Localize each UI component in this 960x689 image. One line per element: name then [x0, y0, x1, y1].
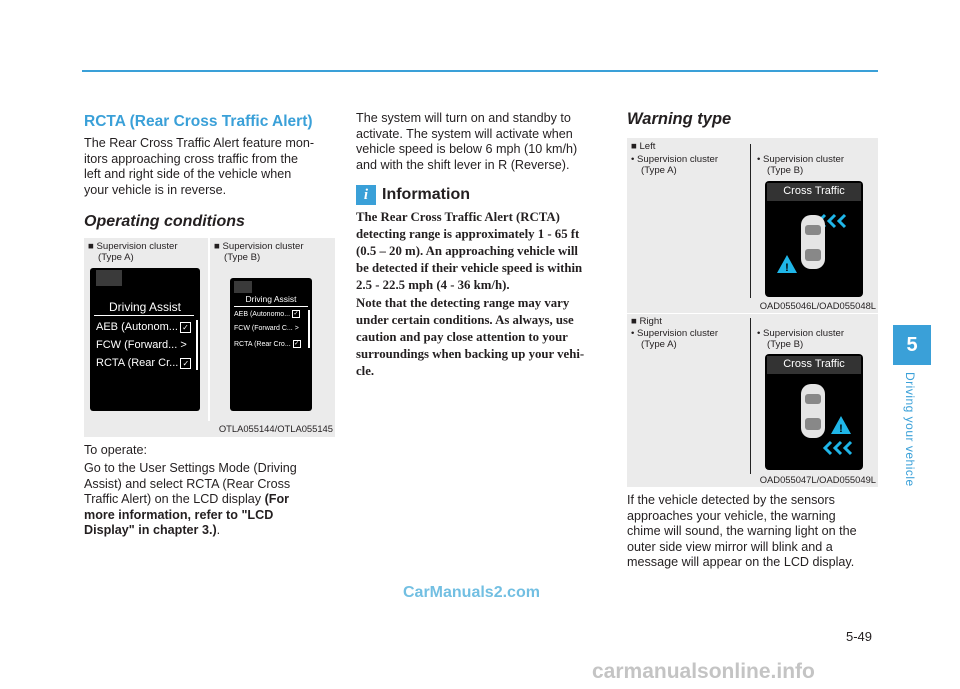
caption-line: • Supervision cluster	[631, 154, 719, 165]
caption-line: (Type B)	[224, 252, 261, 263]
caption-line: ■ Supervision cluster	[88, 241, 178, 252]
figure-caption-type-a	[631, 154, 718, 176]
information-heading: Information	[382, 186, 470, 203]
caption-line: • Supervision cluster	[631, 328, 719, 339]
chevron-left-icon	[825, 442, 851, 454]
intro-line: your vehicle is in reverse.	[84, 182, 227, 197]
info-line: The Rear Cross Traffic Alert (RCTA)	[356, 210, 560, 224]
operate-bold: more information, refer to "LCD	[84, 507, 274, 522]
screen-tab	[96, 270, 122, 286]
checkbox-icon: ✓	[180, 358, 191, 369]
right-warning-figure	[627, 314, 878, 487]
operating-conditions-heading: Operating conditions	[84, 213, 245, 230]
figure-caption-type-a	[631, 328, 718, 350]
cross-traffic-title: Cross Traffic	[783, 358, 845, 370]
cross-traffic-screen-left	[765, 181, 863, 297]
information-paragraph-1	[356, 209, 604, 294]
chevron-right-icon: >	[180, 339, 187, 351]
caption-line: ■ Supervision cluster	[214, 241, 304, 252]
information-paragraph-2	[356, 295, 604, 380]
car-right-warning-icon	[765, 376, 863, 470]
figure-code: OAD055047L/OAD055049L	[759, 474, 876, 485]
operate-bold: Display" in chapter 3.)	[84, 523, 217, 538]
top-rule	[82, 70, 878, 72]
menu-item-rcta: RCTA (Rear Cro... ✓	[234, 340, 300, 348]
caption-line: (Type A)	[641, 165, 677, 176]
left-warning-figure	[627, 138, 878, 313]
figure-divider	[208, 238, 210, 421]
caption-line: (Type B)	[767, 165, 804, 176]
menu-title-rule	[234, 306, 308, 307]
info-line: surroundings when backing up your vehi-	[356, 347, 585, 361]
figure-divider	[750, 144, 751, 298]
watermark-footer: carmanualsonline.info	[592, 660, 815, 683]
intro-line: The Rear Cross Traffic Alert feature mon-	[84, 136, 315, 150]
info-line: detecting range is approximately 1 - 65 ft	[356, 227, 580, 241]
caption-line: • Supervision cluster	[757, 328, 845, 339]
closing-line: outer side view mirror will blink and a	[627, 539, 833, 554]
to-operate-label: To operate:	[84, 443, 148, 457]
chapter-number-tab: 5	[893, 325, 931, 365]
figure-divider	[750, 318, 751, 474]
menu-item-fcw: FCW (Forward... >	[96, 339, 187, 351]
intro-paragraph	[84, 136, 336, 198]
caption-line: (Type A)	[641, 339, 677, 350]
figure-caption-type-b	[757, 328, 844, 350]
closing-paragraph	[627, 493, 879, 571]
info-line: under certain conditions. As always, use	[356, 313, 574, 327]
caption-line: • Supervision cluster	[757, 154, 845, 165]
chevron-right-icon: >	[294, 325, 299, 332]
side-label-left: ■ Left	[631, 141, 656, 152]
rcta-heading: RCTA (Rear Cross Traffic Alert)	[84, 113, 313, 130]
operate-line: Traffic Alert) on the LCD display (For	[84, 492, 290, 507]
menu-title: Driving Assist	[245, 294, 297, 304]
info-line: be detected if their vehicle speed is within	[356, 261, 583, 275]
cross-traffic-screen-right	[765, 354, 863, 470]
info-line: 2.5 - 22.5 mph (4 - 36 km/h).	[356, 278, 510, 292]
menu-title: Driving Assist	[108, 300, 182, 314]
system-paragraph	[356, 111, 606, 173]
operate-paragraph	[84, 461, 336, 539]
chapter-title-vertical: Driving your vehicle	[903, 372, 917, 487]
car-left-warning-icon	[765, 203, 863, 297]
menu-item-fcw: FCW (Forward C... >	[234, 325, 299, 332]
checkbox-icon: ✓	[180, 322, 191, 333]
figure-caption-type-b	[757, 154, 844, 176]
info-line: cle.	[356, 364, 375, 378]
operate-line: Display" in chapter 3.).	[84, 523, 221, 538]
side-label-right: ■ Right	[631, 316, 662, 327]
caption-line: (Type A)	[98, 252, 134, 263]
info-line: (0.5 – 20 m). An approaching vehicle will	[356, 244, 578, 258]
figure-caption-type-b	[214, 241, 304, 263]
menu-item-aeb: AEB (Autonom... ✓	[96, 321, 191, 333]
information-icon: i	[356, 185, 376, 205]
cluster-screen-type-a	[90, 268, 200, 411]
checkbox-icon: ✓	[294, 341, 300, 347]
system-line: vehicle speed is below 6 mph (10 km/h)	[356, 142, 578, 157]
svg-text:!: !	[839, 423, 843, 435]
intro-line: itors approaching cross traffic from the	[84, 151, 298, 166]
menu-item-aeb: AEB (Autonomo... ✓	[234, 310, 299, 318]
figure-code: OTLA055144/OTLA055145	[218, 423, 333, 434]
closing-line: approaches your vehicle, the warning	[627, 508, 836, 523]
figure-caption-type-a	[88, 241, 178, 263]
system-line: and with the shift lever in R (Reverse).	[356, 157, 570, 172]
screen-tab	[234, 281, 252, 293]
scrollbar-icon	[196, 320, 198, 370]
operating-figure	[84, 238, 335, 437]
operate-line: Assist) and select RCTA (Rear Cross	[84, 476, 291, 491]
closing-line: chime will sound, the warning light on the	[627, 524, 857, 539]
operate-bold: (For	[264, 492, 290, 507]
info-line: caution and pay close attention to your	[356, 330, 568, 344]
system-line: activate. The system will activate when	[356, 126, 573, 141]
page-number: 5-49	[846, 629, 873, 644]
cross-traffic-title: Cross Traffic	[783, 185, 845, 197]
closing-line: If the vehicle detected by the sensors	[627, 493, 835, 507]
warning-type-heading: Warning type	[627, 110, 732, 128]
operate-line: Go to the User Settings Mode (Driving	[84, 461, 297, 475]
closing-line: message will appear on the LCD display.	[627, 555, 855, 570]
watermark-carmanuals: CarManuals2.com	[403, 584, 540, 601]
figure-code: OAD055046L/OAD055048L	[759, 300, 876, 311]
menu-title-rule	[94, 315, 194, 316]
cluster-screen-type-b	[230, 278, 312, 411]
checkbox-icon: ✓	[293, 311, 299, 317]
caption-line: (Type B)	[767, 339, 804, 350]
svg-text:!: !	[785, 262, 789, 274]
scrollbar-icon	[308, 310, 310, 348]
intro-line: left and right side of the vehicle when	[84, 167, 292, 182]
menu-item-rcta: RCTA (Rear Cr... ✓	[96, 357, 191, 369]
system-line: The system will turn on and standby to	[356, 111, 571, 125]
info-line: Note that the detecting range may vary	[356, 296, 570, 310]
